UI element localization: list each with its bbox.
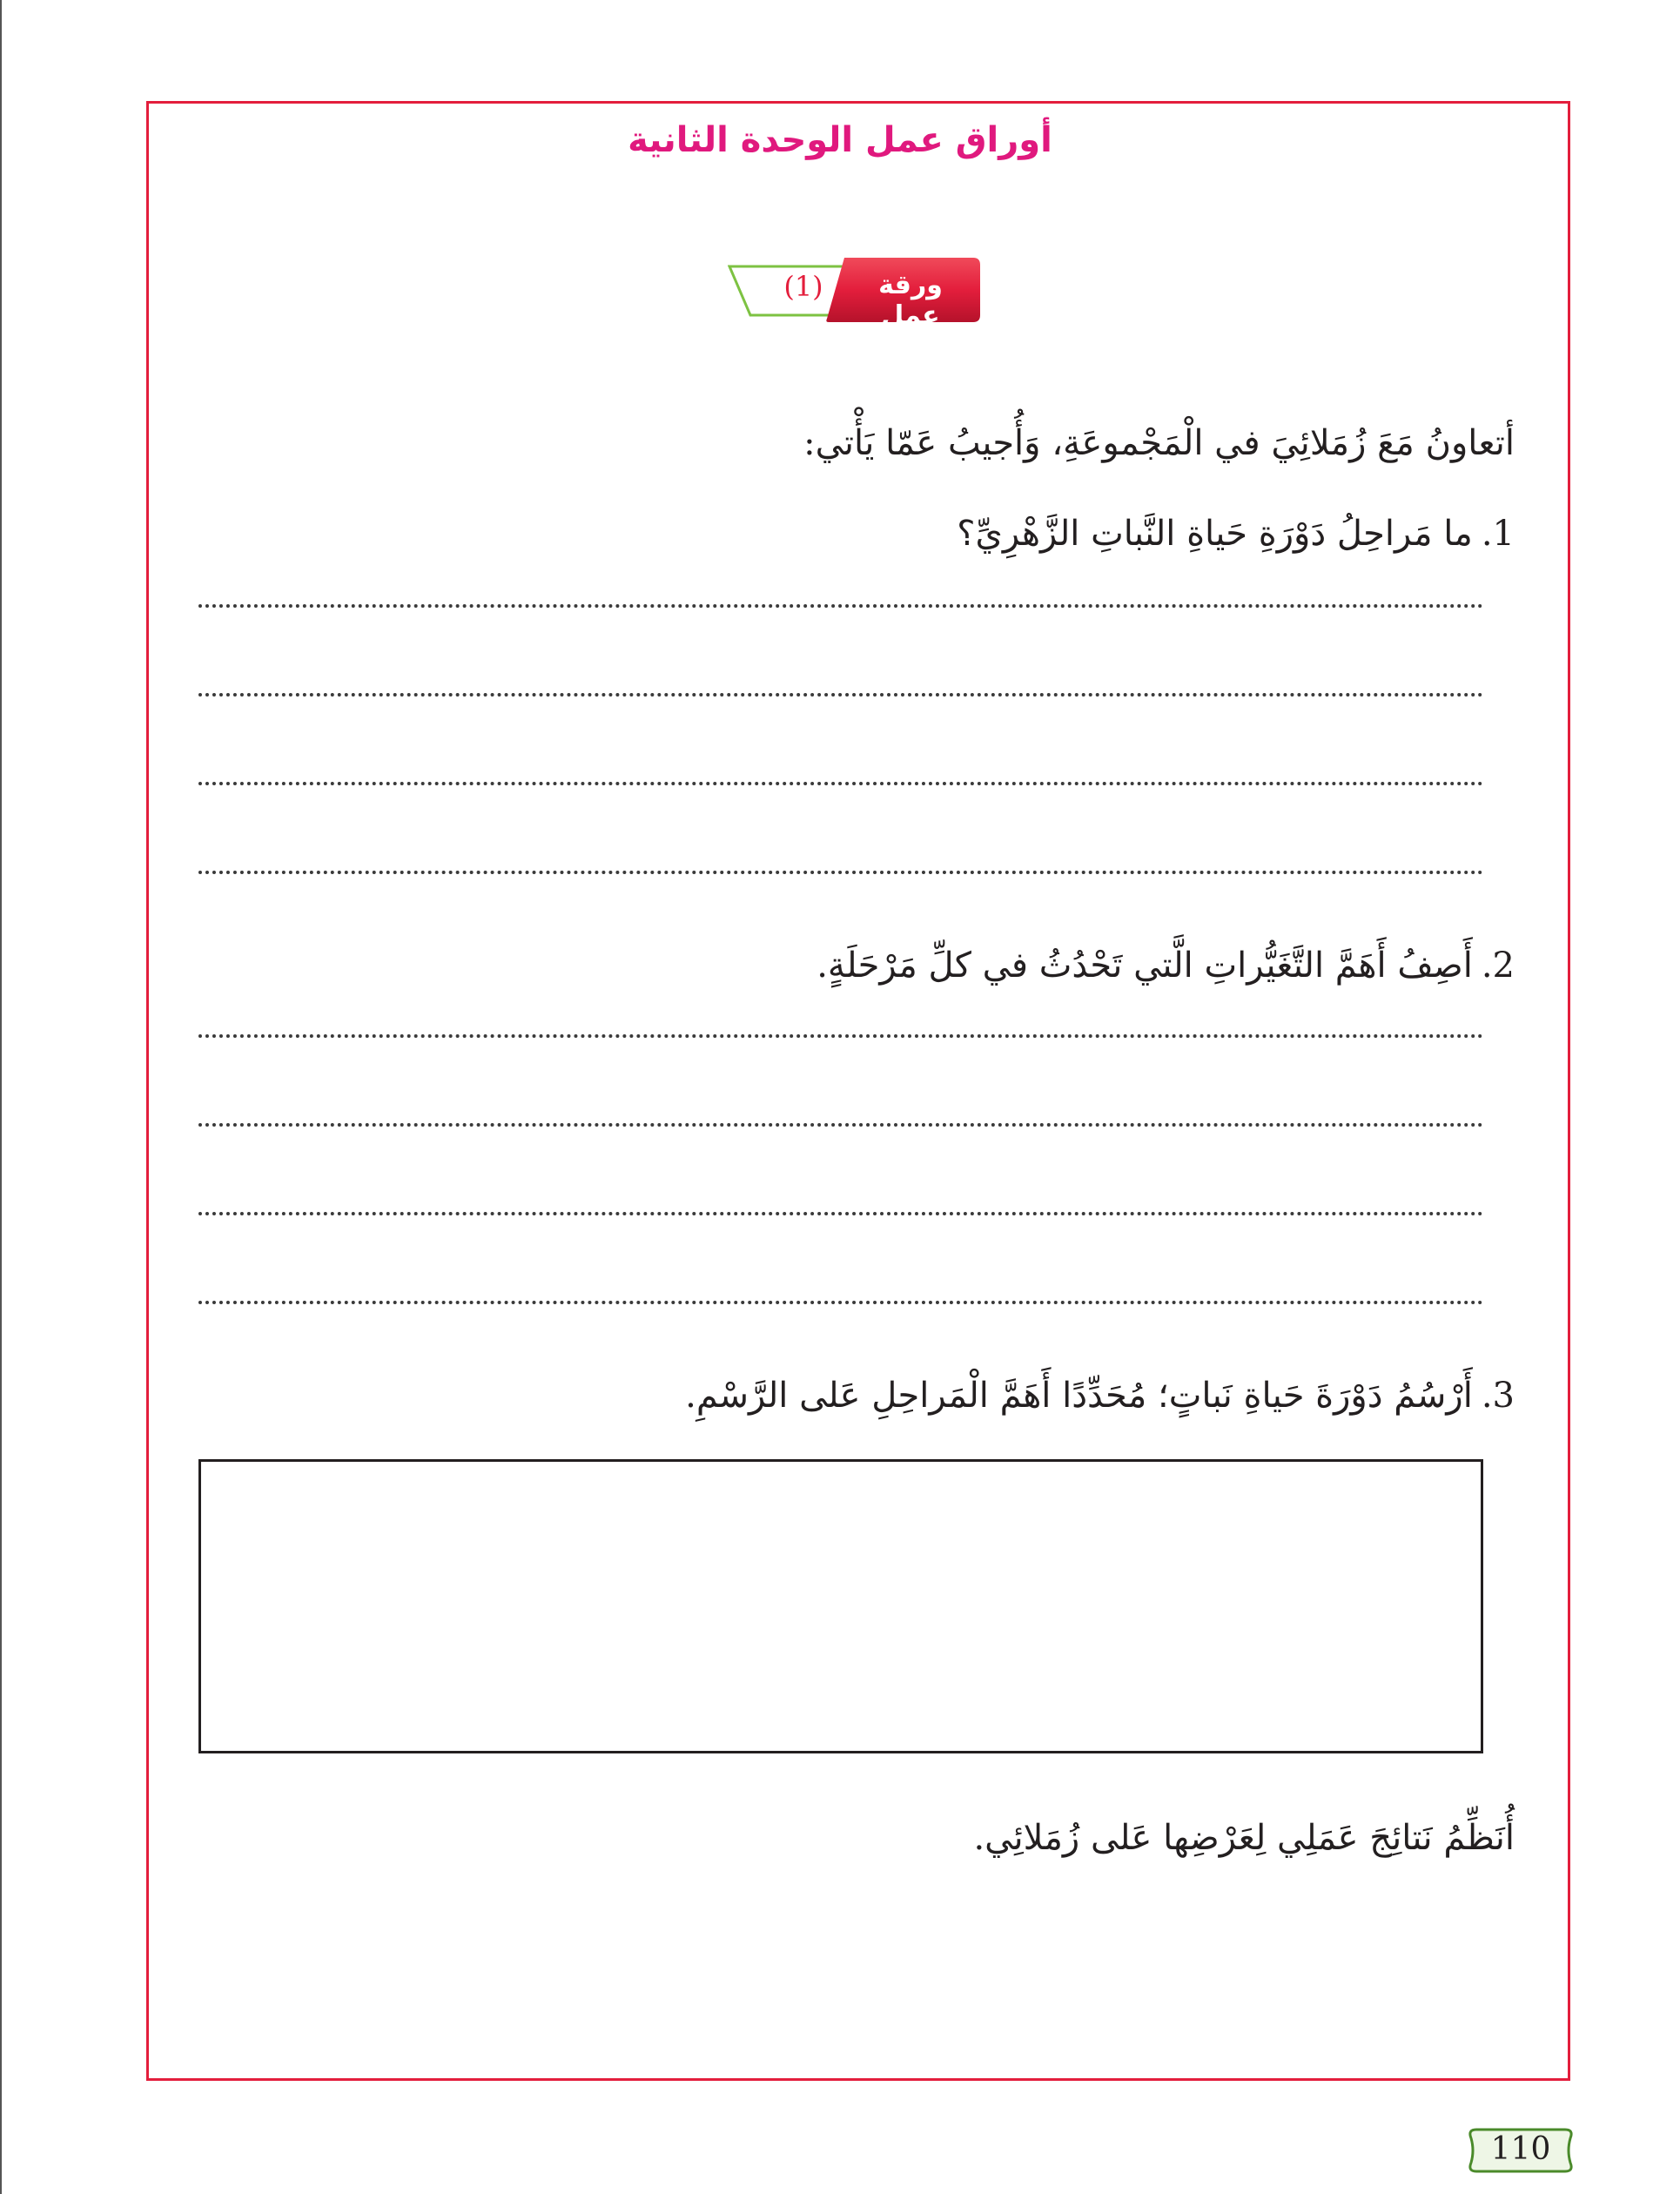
question-2-text: أَصِفُ أَهَمَّ التَّغَيُّراتِ الَّتي تَحْدُثُ في كلِّ مَرْحَلَةٍ. xyxy=(816,946,1473,986)
page-number: 110 xyxy=(1490,2131,1551,2167)
page-title: أوراق عمل الوحدة الثانية xyxy=(628,120,1052,160)
answer-line[interactable] xyxy=(198,604,1483,608)
worksheet-badge xyxy=(728,258,980,331)
badge-number: (1) xyxy=(783,270,823,303)
answer-line[interactable] xyxy=(198,782,1483,785)
question-1-number: 1. xyxy=(1481,514,1515,554)
answer-line[interactable] xyxy=(198,871,1483,874)
answer-line[interactable] xyxy=(198,1212,1483,1215)
page-edge xyxy=(0,0,2,2194)
question-1 xyxy=(957,514,1515,554)
drawing-box[interactable] xyxy=(198,1459,1483,1753)
closing-text: أُنَظِّمُ نَتائِجَ عَمَلِي لِعَرْضِها عَلى زُمَلائِي. xyxy=(973,1818,1515,1858)
answer-line[interactable] xyxy=(198,1123,1483,1127)
instructions-text: أتعاونُ مَعَ زُمَلائِيَ في الْمَجْموعَةِ، وَأُجيبُ عَمّا يَأْتي: xyxy=(803,423,1515,463)
question-3-text: أَرْسُمُ دَوْرَةَ حَياةِ نَباتٍ؛ مُحَدِّدًا أَهَمَّ الْمَراحِلِ عَلى الرَّسْمِ. xyxy=(685,1376,1473,1416)
question-2 xyxy=(816,946,1515,986)
answer-line[interactable] xyxy=(198,1034,1483,1038)
answer-line[interactable] xyxy=(198,1301,1483,1304)
question-2-number: 2. xyxy=(1481,946,1515,986)
question-1-text: ما مَراحِلُ دَوْرَةِ حَياةِ النَّباتِ الزَّهْرِيِّ؟ xyxy=(957,514,1473,554)
question-3 xyxy=(685,1376,1515,1416)
page-number-badge xyxy=(1464,2126,1577,2175)
worksheet-frame xyxy=(146,101,1570,2081)
badge-label: ورقة عمل xyxy=(878,270,943,331)
answer-line[interactable] xyxy=(198,693,1483,697)
question-3-number: 3. xyxy=(1481,1376,1515,1416)
